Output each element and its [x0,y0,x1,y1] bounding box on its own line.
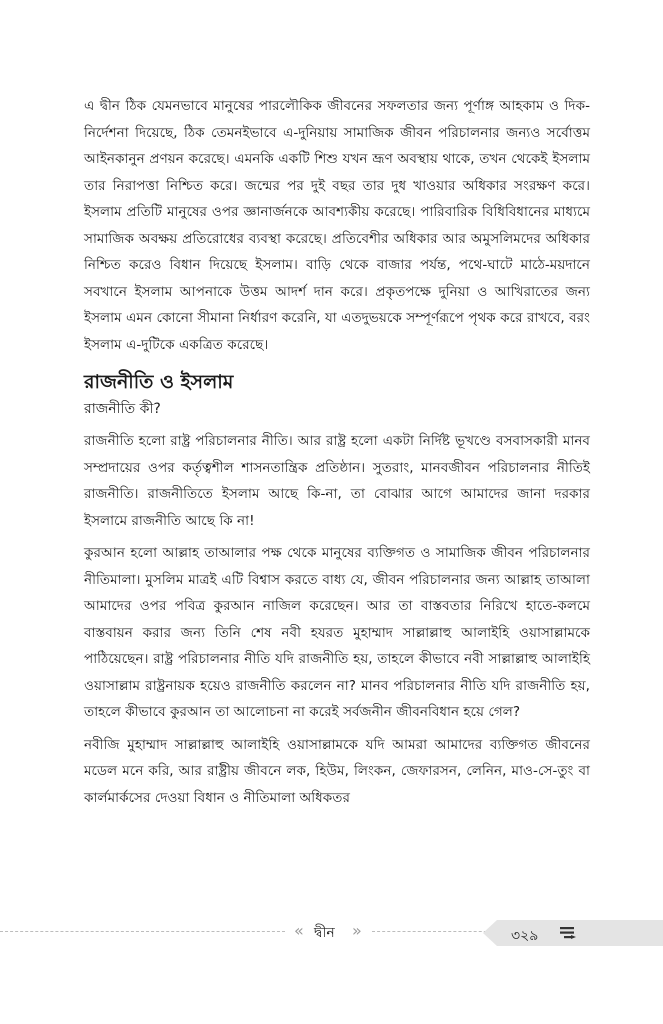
footer-divider [372,931,497,934]
menu-lines-icon [559,925,577,941]
page-number-tab [497,920,663,946]
double-chevron-right-icon: » [352,921,362,940]
page-content [84,93,590,817]
body-paragraph: কুরআন হলো আল্লাহ তাআলার পক্ষ থেকে মানুষের ব্যক্তিগত ও সামাজিক জীবন পরিচালনার নীতিমালা। মুসলিম মাত্রই এটি বিশ্বাস করতে বাধ্য যে, জীবন পরিচালনার জন্য আল্লাহ তাআলা আমাদের ওপর পবিত্র কুরআন নাজিল করেছেন। আর তা বাস্তবতার নিরিখে হাতে-কলমে বাস্তবায়ন করার জন্য তিনি শেষ নবী হযরত মুহাম্মাদ সাল্লাল্লাহু আলাইহি ওয়াসাল্লামকে পাঠিয়েছেন। রাষ্ট্র পরিচালনার নীতি যদি রাজনীতি হয়, তাহলে কীভাবে নবী সাল্লাল্লাহু আলাইহি ওয়াসাল্লাম রাষ্ট্রনায়ক হয়েও রাজনীতি করলেন না? মানব পরিচালনার নীতি যদি রাজনীতি হয়, তাহলে কীভাবে কুরআন তা আলোচনা না করেই সর্বজনীন জীবনবিধান হয়ে গেল? [84,545,590,720]
section-subheading: রাজনীতি কী? [84,401,161,417]
footer-divider [0,931,285,934]
double-chevron-left-icon: « [294,921,304,940]
body-paragraph: নবীজি মুহাম্মাদ সাল্লাল্লাহু আলাইহি ওয়াসাল্লামকে যদি আমরা আমাদের ব্যক্তিগত জীবনের মডেল মনে করি, আর রাষ্ট্রীয় জীবনে লক, হিউম, লিংকন, জেফারসন, লেনিন, মাও-সে-তুং বা কার্লমার্কসের দেওয়া বিধান ও নীতিমালা অধিকতর [84,736,590,806]
page-footer [0,915,663,949]
running-title: দ্বীন [314,925,335,941]
body-paragraph: এ দ্বীন ঠিক যেমনভাবে মানুষের পারলৌকিক জীবনের সফলতার জন্য পূর্ণাঙ্গ আহকাম ও দিক-নির্দেশনা দিয়েছে, ঠিক তেমনইভাবে এ-দুনিয়ায় সামাজিক জীবন পরিচালনার জন্যও সর্বোত্তম আইনকানুন প্রণয়ন করেছে। এমনকি একটি শিশু যখন ভ্রূণ অবস্থায় থাকে, তখন থেকেই ইসলাম তার নিরাপত্তা নিশ্চিত করে। জন্মের পর দুই বছর তার দুধ খাওয়ার অধিকার সংরক্ষণ করে। ইসলাম প্রতিটি মানুষের ওপর জ্ঞানার্জনকে আবশ্যকীয় করেছে। পারিবারিক বিধিবিধানের মাধ্যমে সামাজিক অবক্ষয় প্রতিরোধের ব্যবস্থা করেছে। প্রতিবেশীর অধিকার আর অমুসলিমদের অধিকার নিশ্চিত করেও বিধান দিয়েছে ইসলাম। বাড়ি থেকে বাজার পর্যন্ত, পথে-ঘাটে মাঠে-ময়দানে সবখানে ইসলাম আপনাকে উত্তম আদর্শ দান করে। প্রকৃতপক্ষে দুনিয়া ও আখিরাতের জন্য ইসলাম এমন কোনো সীমানা নির্ধারণ করেনি, যা এতদুভয়কে সম্পূর্ণরূপে পৃথক করে রাখবে, বরং ইসলাম এ-দুটিকে একত্রিত করেছে। [84,98,590,353]
section-heading: রাজনীতি ও ইসলাম [84,371,234,393]
page-number: ৩২৯ [511,928,539,944]
body-paragraph: রাজনীতি হলো রাষ্ট্র পরিচালনার নীতি। আর রাষ্ট্র হলো একটা নির্দিষ্ট ভূখণ্ডে বসবাসকারী মানব সম্প্রদায়ের ওপর কর্তৃত্বশীল শাসনতান্ত্রিক প্রতিষ্ঠান। সুতরাং, মানবজীবন পরিচালনার নীতিই রাজনীতি। রাজনীতিতে ইসলাম আছে কি-না, তা বোঝার আগে আমাদের জানা দরকার ইসলামে রাজনীতি আছে কি না! [84,433,590,529]
tab-arrow [483,920,497,946]
